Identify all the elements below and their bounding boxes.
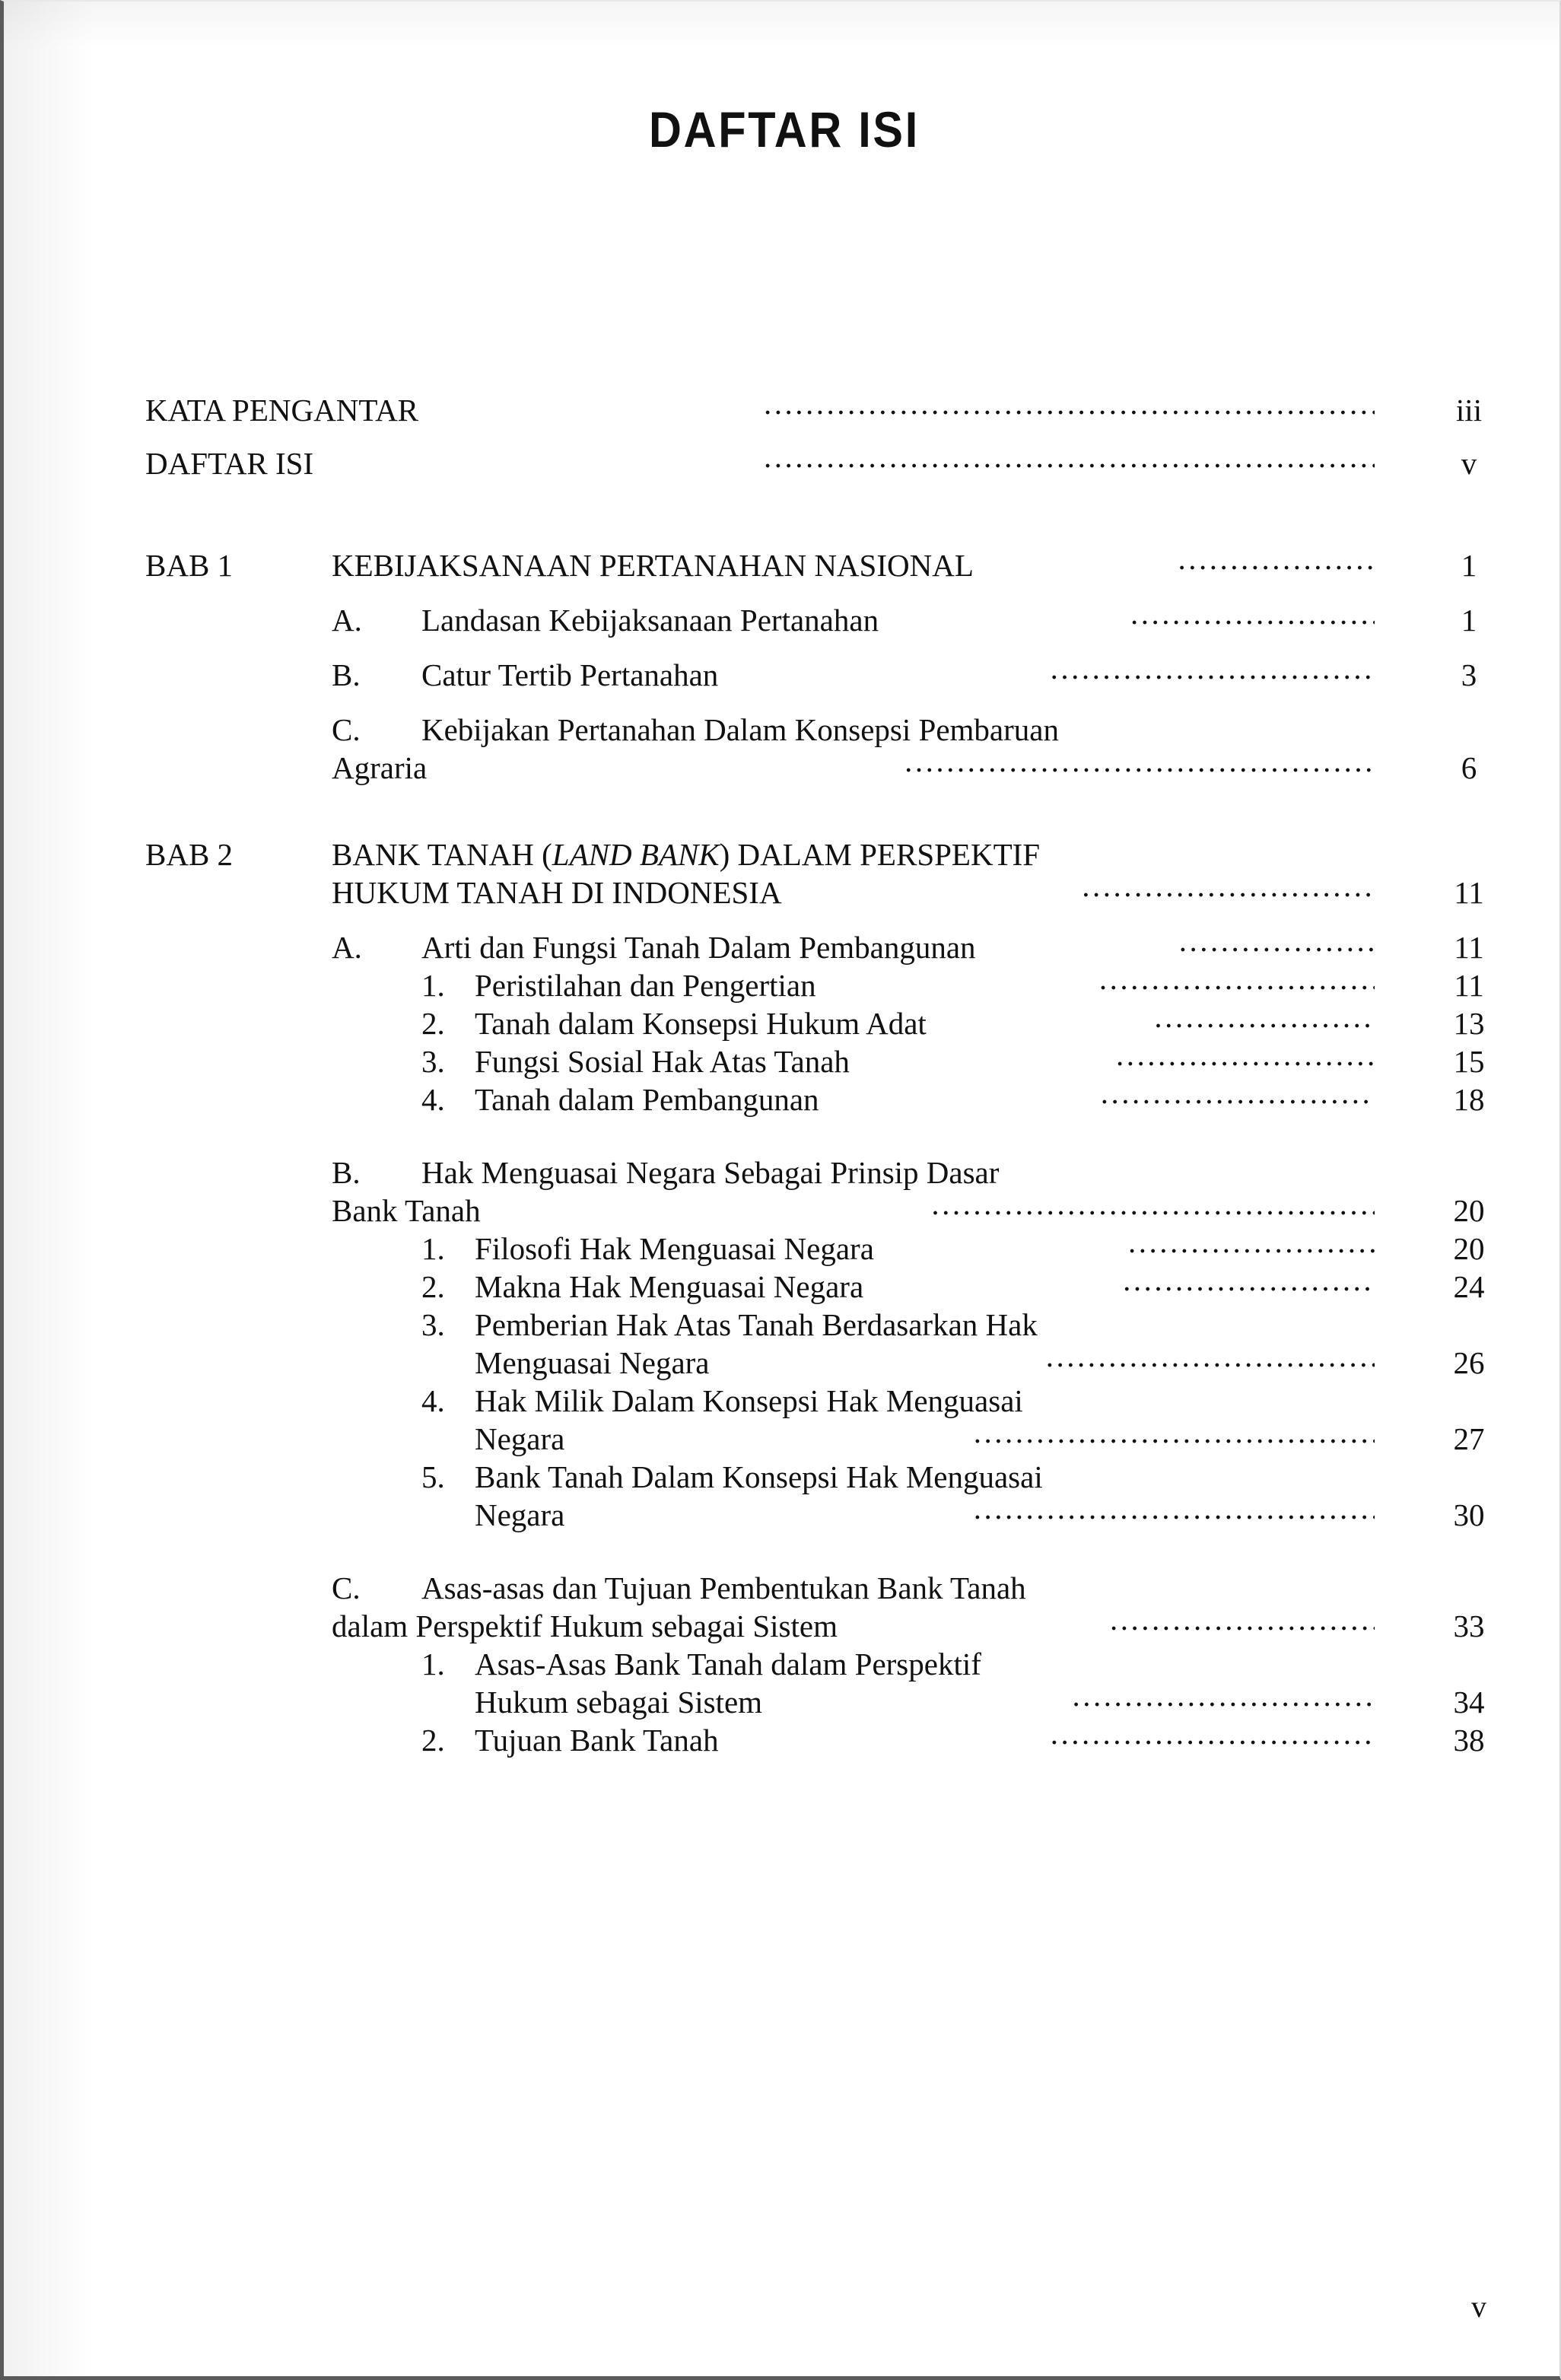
- subsection-marker: 2.: [421, 1723, 445, 1758]
- chapter-marker: BAB 1: [145, 548, 234, 583]
- dot-leader: [904, 747, 1375, 778]
- subsection-row: [145, 1342, 1515, 1380]
- dot-leader: [1213, 1456, 1375, 1488]
- chapter-title-row: [145, 545, 1515, 583]
- toc-entry-label: Pemberian Hak Atas Tanah Berdasarkan Hak: [475, 1308, 1038, 1342]
- toc-entry-label: Peristilahan dan Pengertian: [475, 969, 816, 1003]
- section-marker: C.: [332, 712, 361, 747]
- section-gap: [145, 1117, 1515, 1152]
- toc-entry-label: Bank Tanah Dalam Konsepsi Hak Menguasai: [475, 1460, 1043, 1494]
- dot-leader: [1181, 1643, 1375, 1675]
- dot-leader: [1123, 1266, 1375, 1297]
- section-row: [145, 927, 1515, 965]
- toc-entry-label: Hukum sebagai Sistem: [475, 1685, 763, 1720]
- toc-entry-label: Negara: [475, 1422, 565, 1456]
- section-row: [145, 654, 1515, 692]
- toc-entry-label: Kebijakan Pertanahan Dalam Konsepsi Pembaruan: [421, 713, 1059, 747]
- toc-entry-label: Asas-asas dan Tujuan Pembentukan Bank Tanah: [421, 1571, 1026, 1605]
- toc-entry-label: Arti dan Fungsi Tanah Dalam Pembangunan: [421, 931, 976, 965]
- subsection-row: [145, 1041, 1515, 1079]
- subsection-row: [145, 1380, 1515, 1418]
- dot-leader: [1130, 600, 1375, 631]
- section-gap: [145, 496, 1515, 545]
- page-number: 24: [1453, 1269, 1485, 1304]
- chapter-gap: [145, 785, 1515, 834]
- section-marker: B.: [332, 1155, 361, 1190]
- toc-entry-label: Makna Hak Menguasai Negara: [475, 1270, 864, 1304]
- page-number: 1: [1461, 603, 1477, 638]
- scan-top-shadow: [4, 2, 1559, 47]
- toc-entry-label: Asas-Asas Bank Tanah dalam Perspektif: [475, 1647, 981, 1682]
- dot-leader: [1046, 1342, 1375, 1373]
- page-number: 34: [1453, 1685, 1485, 1720]
- subsection-marker: 1.: [421, 968, 445, 1003]
- dot-leader: [974, 1418, 1375, 1449]
- section-row: [145, 1152, 1515, 1190]
- subsection-row: [145, 1266, 1515, 1304]
- dot-leader: [1082, 872, 1375, 903]
- toc-entry-label: Hak Menguasai Negara Sebagai Prinsip Dasar: [421, 1156, 1000, 1190]
- page-number: v: [1461, 446, 1477, 481]
- chapter-title-row: [145, 834, 1515, 872]
- subsection-marker: 2.: [421, 1269, 445, 1304]
- toc-entry-label: Landasan Kebijaksanaan Pertanahan: [421, 603, 879, 638]
- dot-leader: [1220, 709, 1375, 740]
- dot-leader: [1099, 965, 1375, 996]
- subsection-marker: 4.: [421, 1383, 445, 1418]
- page-title: DAFTAR ISI: [649, 101, 920, 158]
- page-number: 11: [1454, 875, 1484, 910]
- dot-leader: [1116, 1041, 1375, 1072]
- section-row: [145, 747, 1515, 785]
- page-number: 15: [1453, 1044, 1485, 1079]
- page-number: 3: [1461, 657, 1477, 692]
- section-marker: A.: [332, 603, 362, 638]
- subsection-marker: 4.: [421, 1082, 445, 1117]
- dot-leader: [1178, 545, 1375, 576]
- table-of-contents: [145, 390, 1515, 1758]
- subsection-row: [145, 1682, 1515, 1720]
- front-matter-row: DAFTAR ISI ..... v: [145, 443, 1515, 481]
- dot-leader: [1073, 1682, 1375, 1713]
- toc-entry-label: Hak Milik Dalam Konsepsi Hak Menguasai: [475, 1384, 1023, 1418]
- subsection-row: [145, 1720, 1515, 1758]
- section-row: [145, 600, 1515, 638]
- subsection-row: [145, 1079, 1515, 1117]
- toc-entry-label: dalam Perspektif Hukum sebagai Sistem: [332, 1609, 838, 1643]
- subsection-row: [145, 1228, 1515, 1266]
- subsection-marker: 1.: [421, 1231, 445, 1266]
- toc-entry-label: Filosofi Hak Menguasai Negara: [475, 1232, 874, 1266]
- page-number: 27: [1453, 1421, 1485, 1456]
- page-folio: v: [1471, 2289, 1486, 2324]
- subsection-marker: 3.: [421, 1044, 445, 1079]
- page-number: 20: [1453, 1193, 1485, 1228]
- page-number: 20: [1453, 1231, 1485, 1266]
- dot-leader: [1203, 1380, 1375, 1411]
- toc-entry-label: Negara: [475, 1498, 565, 1532]
- page-number: 18: [1453, 1082, 1485, 1117]
- subsection-row: [145, 1304, 1515, 1342]
- page-number: iii: [1455, 393, 1483, 428]
- dot-leader: [1101, 1079, 1375, 1110]
- subsection-row: [145, 965, 1515, 1003]
- section-row: [145, 1605, 1515, 1643]
- subsection-row: [145, 1456, 1515, 1494]
- dot-leader: [1210, 1304, 1375, 1335]
- toc-entry-label: Catur Tertib Pertanahan: [421, 658, 719, 692]
- subsection-row: [145, 1003, 1515, 1041]
- toc-entry-label: Bank Tanah: [332, 1194, 481, 1228]
- section-marker: A.: [332, 930, 362, 965]
- dot-leader: [1128, 1228, 1375, 1259]
- page-number: 11: [1454, 930, 1484, 965]
- subsection-marker: 2.: [421, 1006, 445, 1041]
- page-number: 13: [1453, 1006, 1485, 1041]
- dot-leader: [1154, 1003, 1375, 1034]
- page-number: 11: [1454, 968, 1484, 1003]
- section-row: [145, 709, 1515, 747]
- toc-entry-label: Tanah dalam Konsepsi Hukum Adat: [475, 1007, 927, 1041]
- subsection-row: [145, 1418, 1515, 1456]
- section-row: [145, 1567, 1515, 1605]
- chapter-title-row: [145, 872, 1515, 910]
- chapter-title-gap: [145, 583, 1515, 600]
- toc-entry-label: Menguasai Negara: [475, 1346, 710, 1380]
- toc-entry-label: Tanah dalam Pembangunan: [475, 1083, 819, 1117]
- subsection-row: [145, 1643, 1515, 1682]
- toc-entry-label: Agraria: [332, 751, 428, 785]
- dot-leader: [1211, 834, 1375, 865]
- chapter-marker: BAB 2: [145, 837, 234, 872]
- chapter-title-gap: [145, 910, 1515, 927]
- subsection-row: [145, 1494, 1515, 1532]
- page-number: 1: [1461, 548, 1477, 583]
- subsection-marker: 5.: [421, 1459, 445, 1494]
- page-number: 33: [1453, 1608, 1485, 1643]
- scan-gutter-shadow: [4, 2, 95, 2376]
- dot-leader: [1204, 1567, 1375, 1599]
- toc-entry-label: HUKUM TANAH DI INDONESIA: [332, 876, 782, 910]
- dot-leader: [1051, 1720, 1375, 1751]
- section-gap: [145, 692, 1515, 709]
- toc-entry-label: KEBIJAKSANAAN PERTANAHAN NASIONAL: [332, 549, 974, 583]
- section-marker: C.: [332, 1570, 361, 1605]
- section-gap: [145, 1532, 1515, 1567]
- dot-leader: [974, 1494, 1375, 1526]
- dot-leader: [1051, 654, 1375, 686]
- dot-leader: [931, 1190, 1375, 1221]
- page-number: 38: [1453, 1723, 1485, 1758]
- section-row: [145, 1190, 1515, 1228]
- page-number: 30: [1453, 1497, 1485, 1532]
- subsection-marker: 3.: [421, 1307, 445, 1342]
- dot-leader: [764, 390, 1375, 421]
- toc-entry-label: Fungsi Sosial Hak Atas Tanah: [475, 1045, 850, 1079]
- front-matter-row: KATA PENGANTAR ..... iii: [145, 390, 1515, 428]
- dot-leader: [1110, 1605, 1375, 1637]
- section-gap: [145, 638, 1515, 654]
- italic-term: LAND BANK: [552, 838, 720, 872]
- page-number: 26: [1453, 1345, 1485, 1380]
- toc-entry-label: BANK TANAH (LAND BANK) DALAM PERSPEKTIF: [332, 838, 1041, 872]
- dot-leader: [1179, 927, 1375, 958]
- dot-leader: [1191, 1152, 1375, 1183]
- section-marker: B.: [332, 657, 361, 692]
- page-number: 6: [1461, 750, 1477, 785]
- dot-leader: [764, 443, 1375, 474]
- toc-entry-label: Tujuan Bank Tanah: [475, 1723, 719, 1758]
- subsection-marker: 1.: [421, 1647, 445, 1682]
